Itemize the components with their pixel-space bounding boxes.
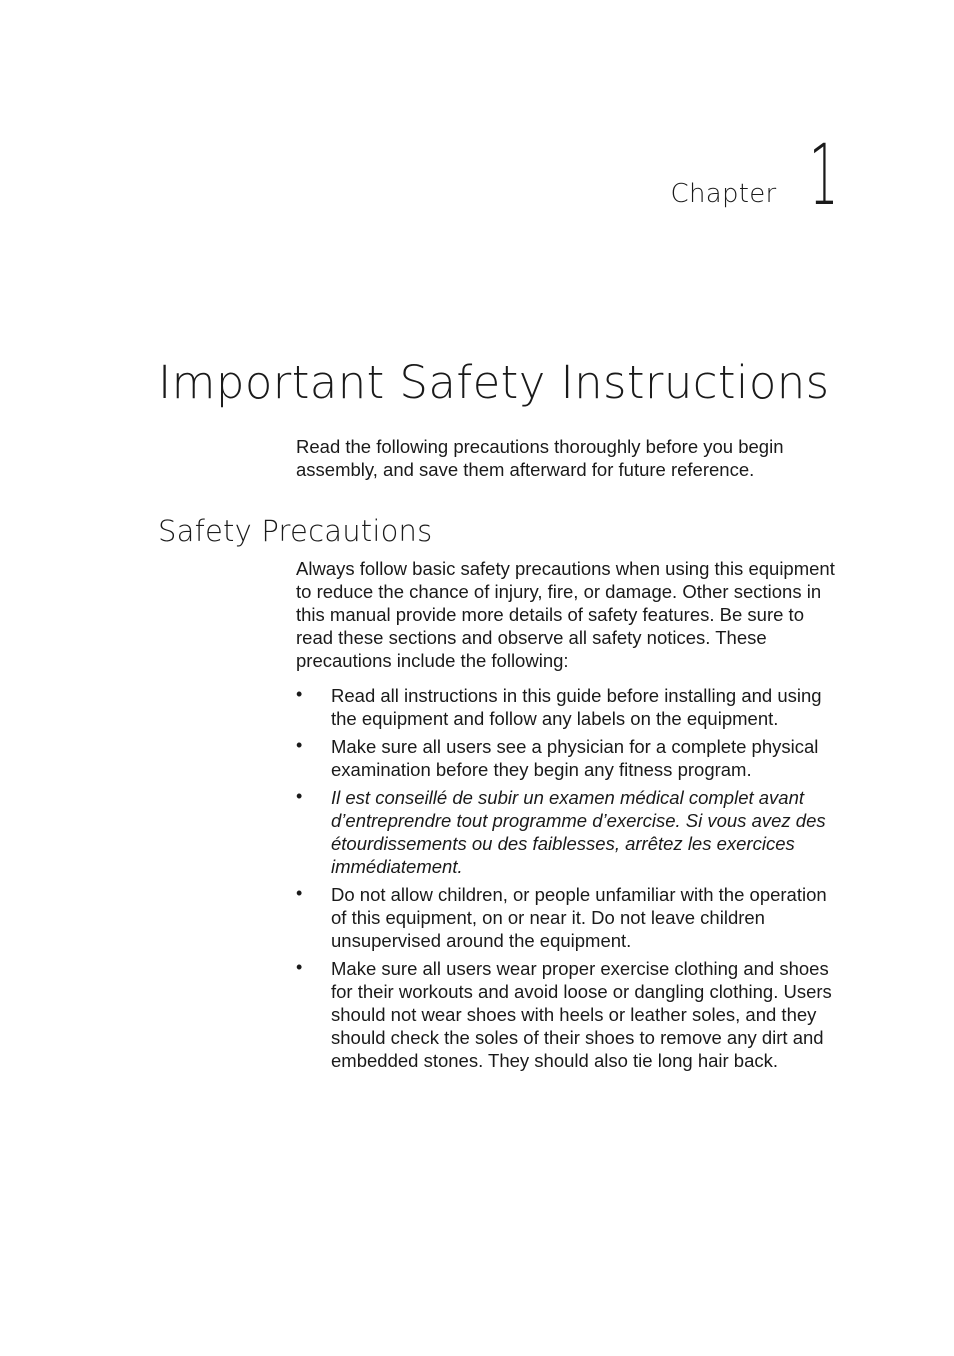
- list-item-text: Make sure all users wear proper exercise clothing and shoes for their workouts and avoid loose or dangling clothing. Users should not wear shoes with heels or leather soles, and they should check the soles of their shoes to remove any dirt and embedded stones. They should also tie long hair back.: [331, 958, 832, 1071]
- bullet-icon: •: [296, 684, 303, 704]
- list-item: [296, 957, 841, 1072]
- list-item: [296, 684, 841, 730]
- chapter-heading: [670, 126, 838, 224]
- list-item-text: Do not allow children, or people unfamiliar with the operation of this equipment, on or near it. Do not leave children unsupervised around the equipment.: [331, 884, 827, 951]
- bullet-icon: •: [296, 883, 303, 903]
- list-item: [296, 883, 841, 952]
- chapter-label: Chapter: [670, 179, 777, 210]
- list-item: [296, 735, 841, 781]
- section-paragraph: Always follow basic safety precautions when using this equipment to reduce the chance of injury, fire, or damage. Other sections in this manual provide more details of safety features. Be sure to read these sections and observe all safety notices. These precautions include the following:: [296, 558, 835, 671]
- bullet-icon: •: [296, 786, 303, 806]
- bullet-icon: •: [296, 957, 303, 977]
- section-title: Safety Precautions: [158, 514, 433, 548]
- bullet-icon: •: [296, 735, 303, 755]
- list-item-text-french: Il est conseillé de subir un examen médical complet avant d’entreprendre tout programme d’exercise. Si vous avez des étourdissements ou des faiblesses, arrêtez les exercices immédiatement.: [331, 787, 826, 877]
- intro-paragraph: Read the following precautions thoroughly before you begin assembly, and save them afterward for future reference.: [296, 436, 784, 480]
- chapter-number: 1: [808, 126, 838, 224]
- section-body: [296, 557, 841, 1077]
- list-item-text: Read all instructions in this guide before installing and using the equipment and follow any labels on the equipment.: [331, 685, 822, 729]
- page-title: Important Safety Instructions: [158, 356, 830, 409]
- list-item: [296, 786, 841, 878]
- precautions-list: [296, 684, 841, 1072]
- list-item-text: Make sure all users see a physician for a complete physical examination before they begin any fitness program.: [331, 736, 819, 780]
